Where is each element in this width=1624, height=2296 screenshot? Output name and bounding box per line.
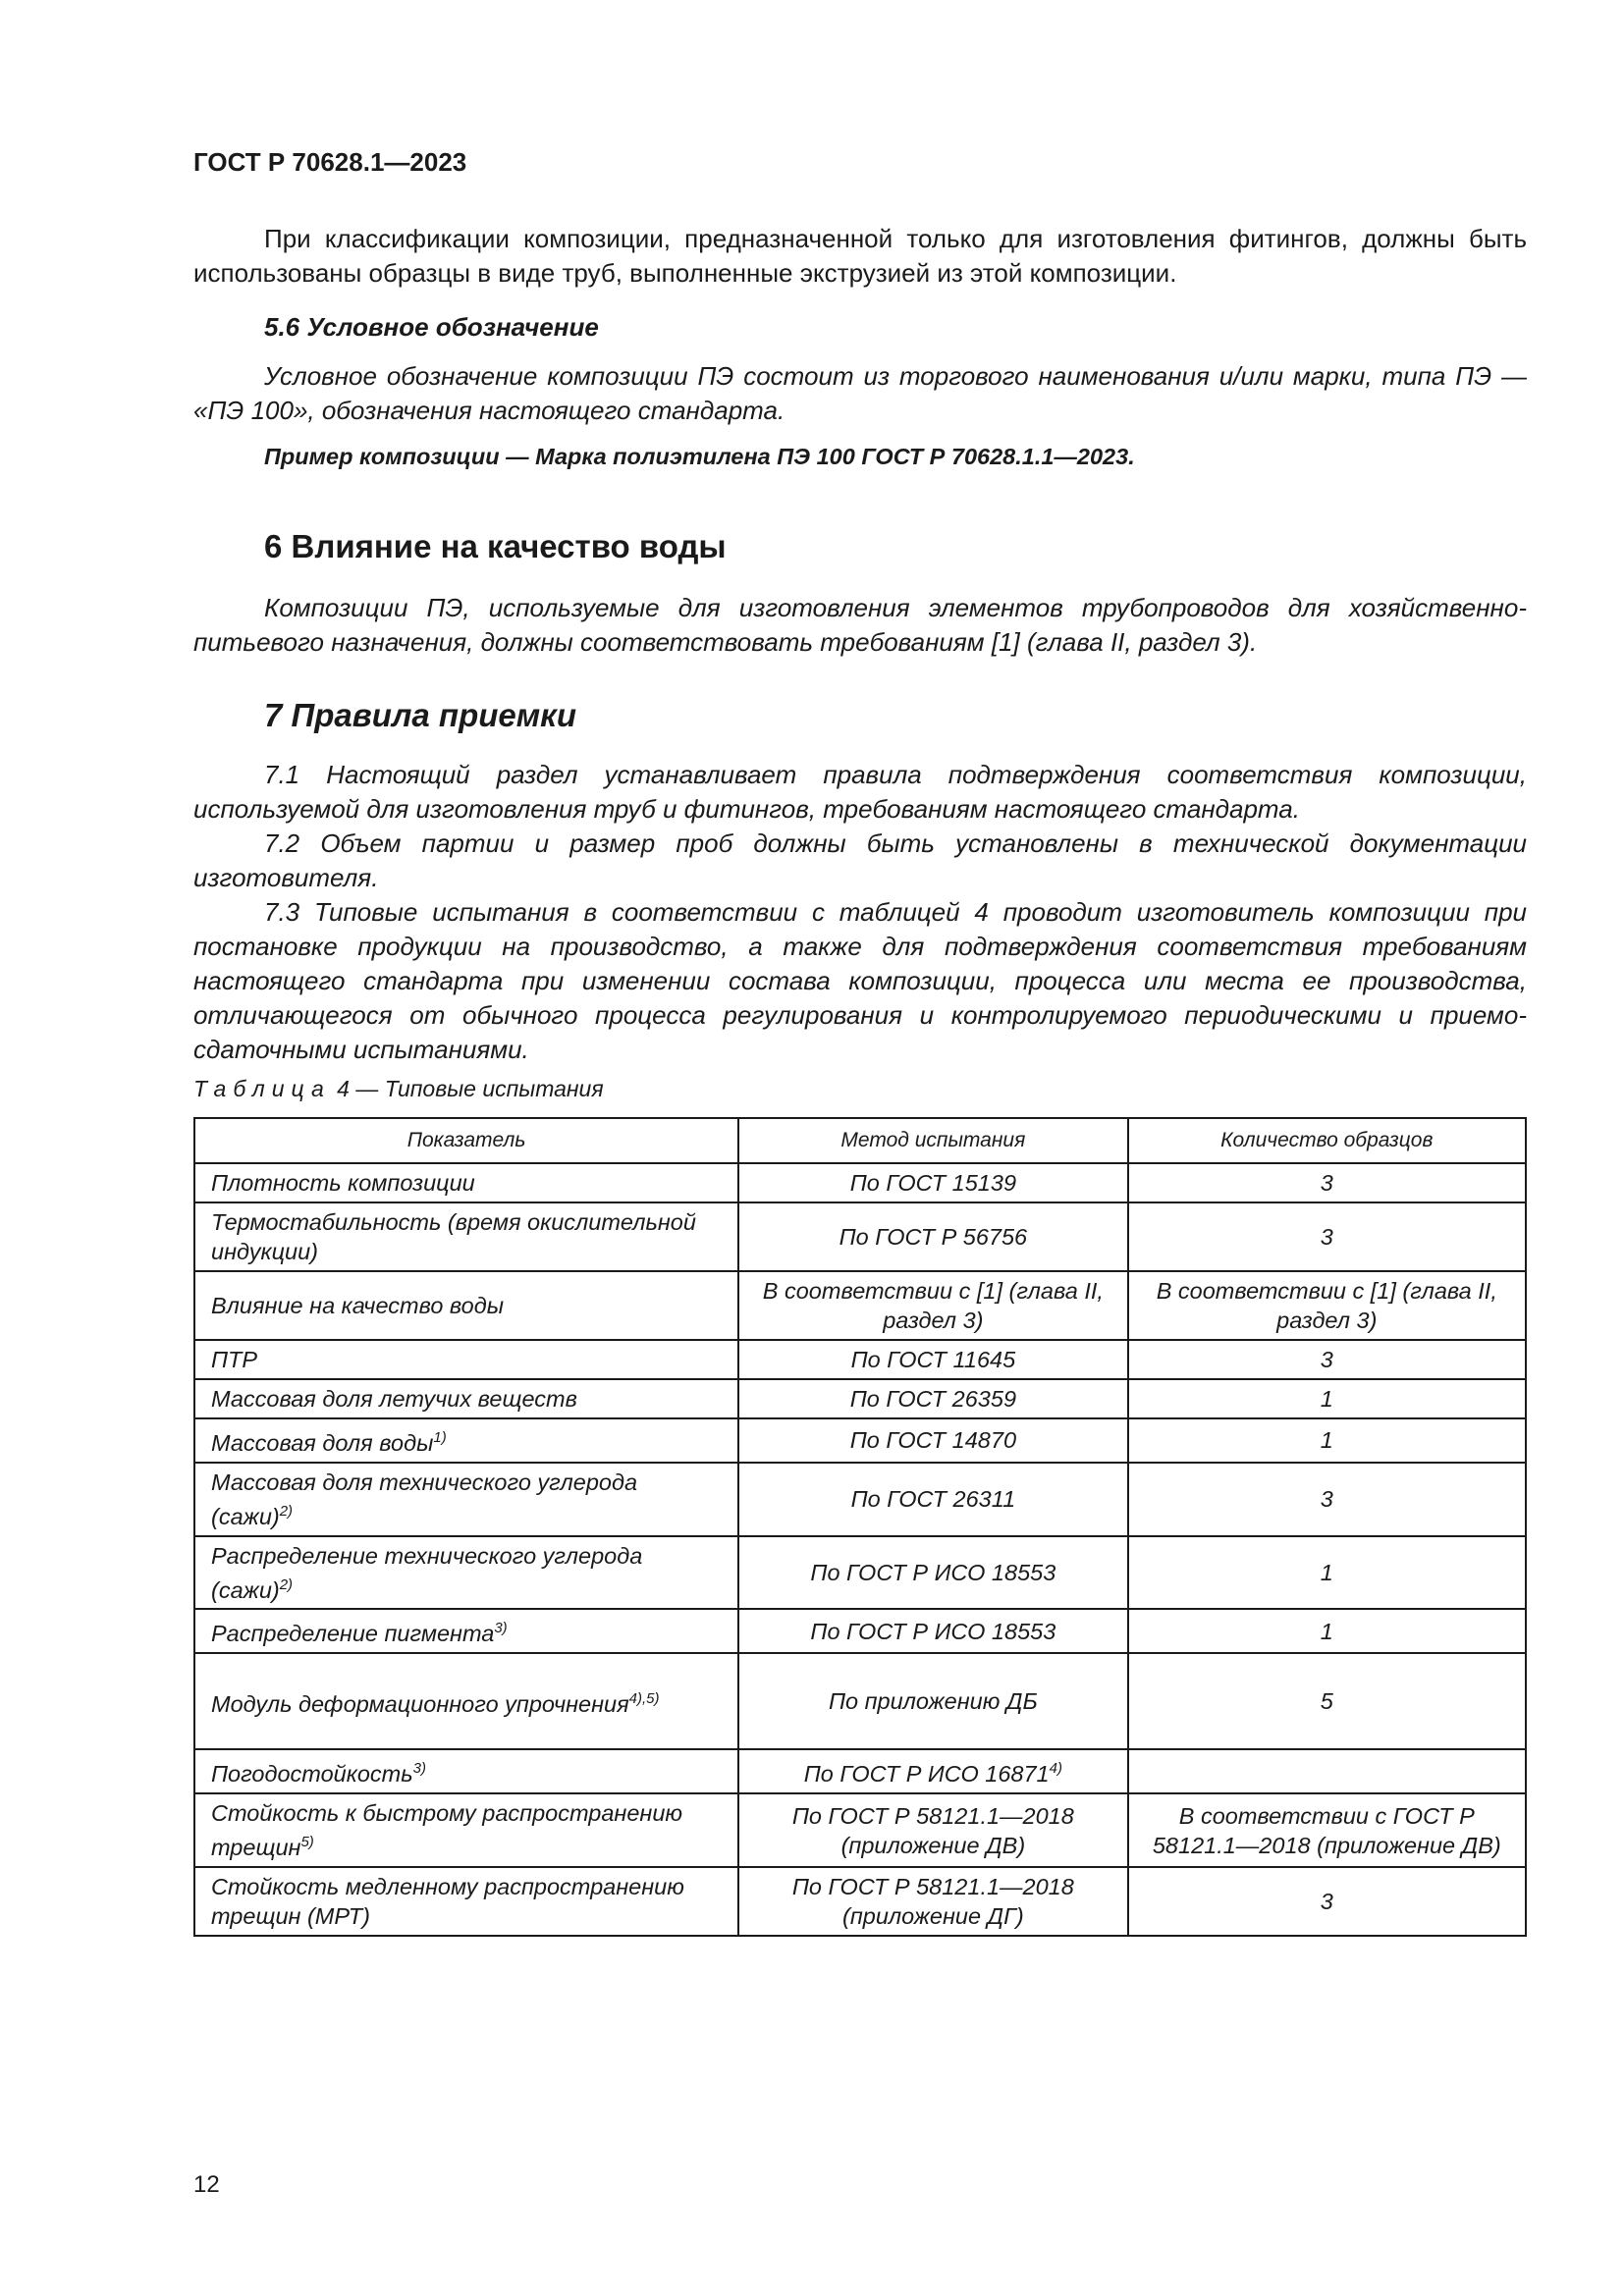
document-header: ГОСТ Р 70628.1—2023 xyxy=(193,147,467,177)
cell-indicator: Распределение технического углерода (сажи)$^{2)}$ xyxy=(194,1536,738,1610)
footnote-ref: 4),5) xyxy=(628,1689,660,1707)
cell-count: В соответствии с ГОСТ Р 58121.1—2018 (приложение ДВ) xyxy=(1128,1793,1526,1867)
cell-count: 1 xyxy=(1128,1418,1526,1463)
table-caption-word: Таблица xyxy=(193,1076,331,1101)
table-caption xyxy=(193,1076,604,1102)
table-row xyxy=(194,1536,1526,1610)
table-row xyxy=(194,1271,1526,1340)
cell-method: По ГОСТ Р ИСО 18553 xyxy=(738,1609,1127,1653)
cell-method: По ГОСТ 26359 xyxy=(738,1379,1127,1418)
table-row xyxy=(194,1867,1526,1936)
table-row xyxy=(194,1340,1526,1379)
cell-count: 1 xyxy=(1128,1379,1526,1418)
table-row xyxy=(194,1379,1526,1418)
cell-count: 1 xyxy=(1128,1536,1526,1610)
cell-method: По ГОСТ Р 56756 xyxy=(738,1202,1127,1271)
cell-indicator: Влияние на качество воды xyxy=(194,1271,738,1340)
intro-paragraph: При классификации композиции, предназначенной только для изготовления фитингов, должны быть использованы образцы в виде труб, выполненные экструзией из этой композиции. xyxy=(193,224,1527,288)
cell-count: 1 xyxy=(1128,1609,1526,1653)
footnote-ref: 4) xyxy=(1049,1760,1062,1778)
footnote-ref: 2) xyxy=(279,1575,294,1593)
table-row xyxy=(194,1418,1526,1463)
table-row xyxy=(194,1202,1526,1271)
section-6-title: 6 Влияние на качество воды xyxy=(264,528,727,564)
section-7-2: 7.2 Объем партии и размер проб должны быть установлены в технической документации изготовителя. xyxy=(193,828,1527,892)
footnote-ref: 1) xyxy=(433,1429,447,1446)
cell-count xyxy=(1128,1749,1526,1793)
footnote-ref: 3) xyxy=(494,1620,508,1637)
section-5-6-title: 5.6 Условное обозначение xyxy=(264,312,599,342)
section-7-body xyxy=(193,758,1527,1067)
cell-method: По ГОСТ 26311 xyxy=(738,1463,1127,1536)
table-row xyxy=(194,1163,1526,1202)
table-4 xyxy=(193,1117,1527,1937)
section-5-6-text: Условное обозначение композиции ПЭ состоит из торгового наименования и/или марки, типа ПЭ — «ПЭ 100», обозначения настоящего стандарта. xyxy=(193,361,1527,425)
cell-indicator: Плотность композиции xyxy=(194,1163,738,1202)
cell-indicator: Стойкость к быстрому распространению трещин$^{5)}$ xyxy=(194,1793,738,1867)
page-number: 12 xyxy=(193,2171,220,2198)
header-count: Количество образцов xyxy=(1128,1118,1526,1163)
section-7-3: 7.3 Типовые испытания в соответствии с таблицей 4 проводит изготовитель композиции при постановке продукции на производство, а также для подтверждения соответствия требованиям настоящего стандарта при изменении состава композиции, процесса или места ее производства, отличающегося от обычного процесса регулирования и контролируемого периодическими и приемо-сдаточными испытаниями. xyxy=(193,897,1527,1064)
cell-indicator: Модуль деформационного упрочнения$^{4),5)}$ xyxy=(194,1653,738,1749)
footnote-ref: 5) xyxy=(300,1834,314,1851)
cell-method: По приложению ДБ xyxy=(738,1653,1127,1749)
table-row xyxy=(194,1793,1526,1867)
cell-indicator: Термостабильность (время окислительной индукции) xyxy=(194,1202,738,1271)
cell-count: В соответствии с [1] (глава II, раздел 3) xyxy=(1128,1271,1526,1340)
section-6-text: Композиции ПЭ, используемые для изготовления элементов трубопроводов для хозяйственно-питьевого назначения, должны соответствовать требованиям [1] (глава II, раздел 3). xyxy=(193,593,1527,657)
cell-indicator: Массовая доля воды$^{1)}$ xyxy=(194,1418,738,1463)
cell-method: По ГОСТ Р ИСО 18553 xyxy=(738,1536,1127,1610)
table-header-row xyxy=(194,1118,1526,1163)
cell-count: 5 xyxy=(1128,1653,1526,1749)
section-7-1: 7.1 Настоящий раздел устанавливает правила подтверждения соответствия композиции, используемой для изготовления труб и фитингов, требованиям настоящего стандарта. xyxy=(193,760,1527,824)
header-method: Метод испытания xyxy=(738,1118,1127,1163)
cell-indicator: Массовая доля технического углерода (сажи)$^{2)}$ xyxy=(194,1463,738,1536)
cell-indicator: ПТР xyxy=(194,1340,738,1379)
cell-method: По ГОСТ Р 58121.1—2018 (приложение ДГ) xyxy=(738,1867,1127,1936)
cell-count: 3 xyxy=(1128,1202,1526,1271)
table-row xyxy=(194,1653,1526,1749)
table-row xyxy=(194,1463,1526,1536)
cell-count: 3 xyxy=(1128,1463,1526,1536)
cell-count: 3 xyxy=(1128,1867,1526,1936)
cell-method: По ГОСТ Р ИСО 16871$^{4)}$ xyxy=(738,1749,1127,1793)
footnote-ref: 3) xyxy=(412,1760,426,1778)
section-7-title: 7 Правила приемки xyxy=(264,697,577,733)
cell-indicator: Стойкость медленному распространению трещин (МРТ) xyxy=(194,1867,738,1936)
cell-method: В соответствии с [1] (глава II, раздел 3) xyxy=(738,1271,1127,1340)
cell-method: По ГОСТ 11645 xyxy=(738,1340,1127,1379)
table-row xyxy=(194,1609,1526,1653)
cell-indicator: Погодостойкость$^{3)}$ xyxy=(194,1749,738,1793)
table-caption-rest: 4 — Типовые испытания xyxy=(337,1076,604,1101)
table-row xyxy=(194,1749,1526,1793)
cell-indicator: Массовая доля летучих веществ xyxy=(194,1379,738,1418)
cell-method: По ГОСТ 14870 xyxy=(738,1418,1127,1463)
cell-indicator: Распределение пигмента$^{3)}$ xyxy=(194,1609,738,1653)
cell-method: По ГОСТ 15139 xyxy=(738,1163,1127,1202)
header-indicator: Показатель xyxy=(194,1118,738,1163)
cell-count: 3 xyxy=(1128,1340,1526,1379)
cell-method: По ГОСТ Р 58121.1—2018 (приложение ДВ) xyxy=(738,1793,1127,1867)
cell-count: 3 xyxy=(1128,1163,1526,1202)
section-5-6-example: Пример композиции — Марка полиэтилена ПЭ 100 ГОСТ Р 70628.1.1—2023. xyxy=(264,444,1135,469)
footnote-ref: 2) xyxy=(279,1502,294,1520)
